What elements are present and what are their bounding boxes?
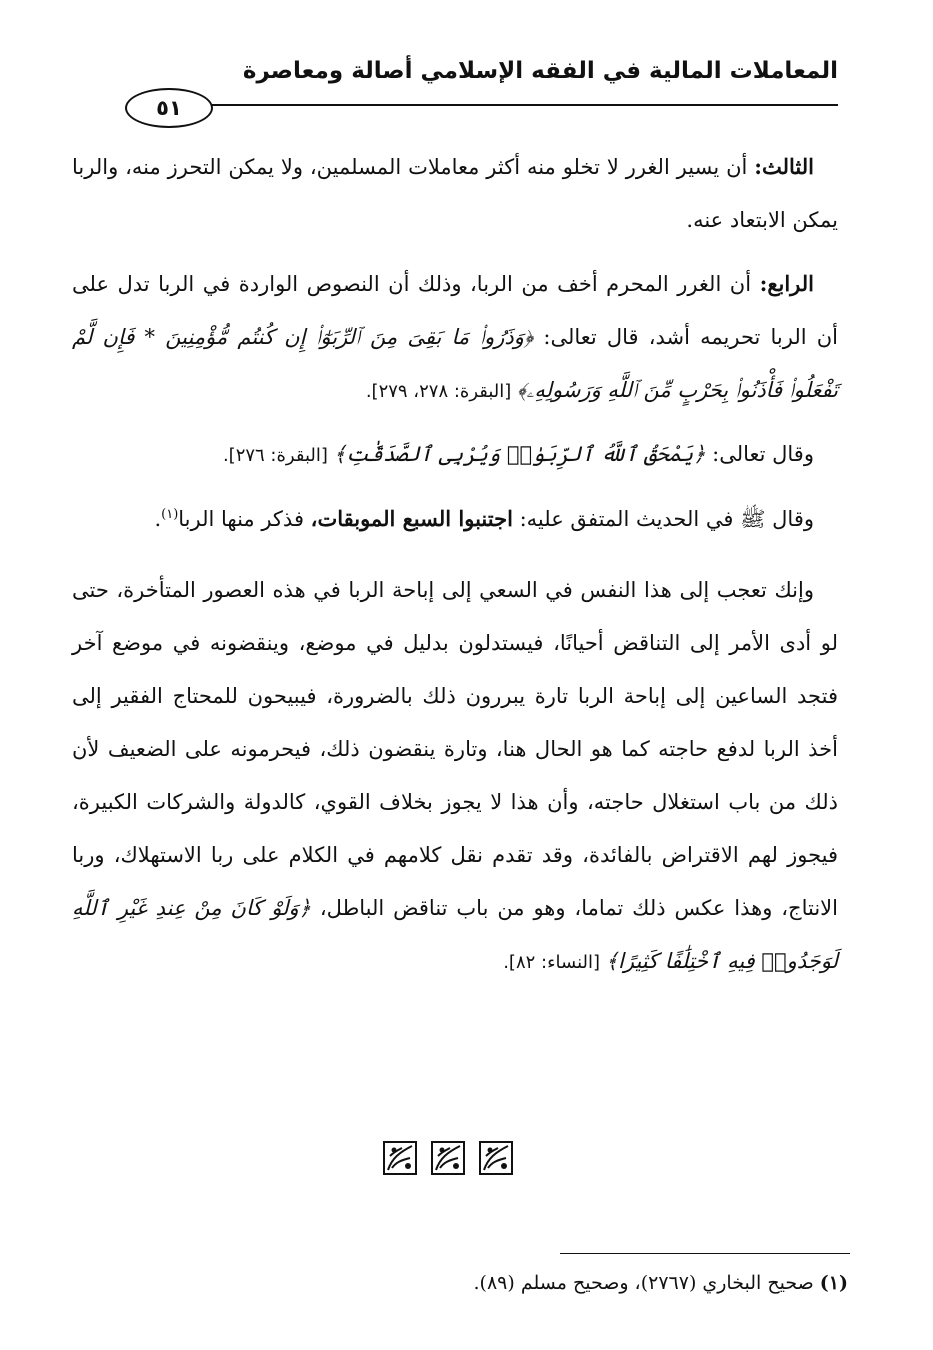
verse-reference: [البقرة: ٢٧٨، ٢٧٩]. bbox=[365, 381, 518, 402]
paragraph-text: وإنك تعجب إلى هذا النفس في السعي إلى إباحة الربا في هذه العصور المتأخرة، حتى لو أدى الأمر إلى التناقض أحيانًا، فيستدلون بدليل في موضع، وينقضونه في موضع آخر فتجد الساعين إلى إباحة الربا تارة يبررون ذلك بالضرورة، فيبيحون للمحتاج الفقير إلى أخذ الربا لدفع حاجته كما هو الحال هنا، وتارة ينقضون ذلك، فيحرمونه على الضعيف لأن ذلك من باب استغلال حاجته، وأن هذا لا يجوز بخلاف القوي، كالدولة والشركات الكبيرة، فيجوز لهم الاقتراض بالفائدة، وقد تقدم نقل كلامهم في الكلام على ربا الاستهلاك، وربا الانتاج، وهذا عكس ذلك تماما، وهو من باب تناقض الباطل، bbox=[72, 578, 839, 920]
floral-ornament-icon bbox=[476, 1138, 516, 1178]
page-header-title: المعاملات المالية في الفقه الإسلامي أصالة ومعاصرة bbox=[242, 58, 838, 84]
hadith-quote: اجتنبوا السبع الموبقات، bbox=[310, 506, 513, 531]
header-rule bbox=[210, 104, 838, 106]
floral-ornament-icon bbox=[428, 1138, 468, 1178]
main-text bbox=[72, 140, 838, 999]
footnote bbox=[474, 1272, 848, 1294]
quran-verse: ﴿وَلَوْ كَانَ مِنْ عِندِ غَيْرِ ٱللَّهِ لَوَجَدُوا۟ فِيهِ ٱخْتِلَٰفًا كَثِيرًا﴾ bbox=[72, 896, 838, 973]
page-number: ٥١ bbox=[125, 88, 213, 128]
section-ornament bbox=[378, 1138, 518, 1188]
paragraph-fourth bbox=[72, 257, 838, 418]
paragraph-text: فذكر منها الربا bbox=[178, 507, 311, 531]
footnote-rule bbox=[560, 1253, 850, 1254]
verse-reference: [البقرة: ٢٧٦]. bbox=[222, 445, 334, 466]
paragraph-text: وقال ﷺ في الحديث المتفق عليه: bbox=[512, 507, 814, 531]
paragraph-verse bbox=[72, 428, 838, 482]
paragraph-lead: الرابع: bbox=[759, 271, 814, 296]
paragraph-discussion bbox=[72, 564, 838, 989]
footnote-number: (١) bbox=[819, 1272, 848, 1294]
paragraph-third bbox=[72, 140, 838, 247]
footnote-text: صحيح البخاري (٢٧٦٧)، وصحيح مسلم (٨٩). bbox=[473, 1272, 820, 1294]
paragraph-lead: الثالث: bbox=[754, 154, 814, 179]
paragraph-hadith bbox=[72, 492, 838, 546]
paragraph-text: وقال تعالى: bbox=[705, 442, 814, 466]
paragraph-end: . bbox=[154, 507, 162, 531]
verse-reference: [النساء: ٨٢]. bbox=[503, 952, 606, 973]
floral-ornament-icon bbox=[380, 1138, 420, 1178]
paragraph-text: أن الغرر المحرم أخف من الربا، وذلك أن النصوص الواردة في الربا تدل على أن الربا تحريمه أشد، قال تعالى: bbox=[72, 272, 838, 349]
footnote-marker[interactable]: (١) bbox=[161, 507, 179, 522]
quran-verse: ﴿يَمْحَقُ ٱللَّهُ ٱلرِّبَوٰا۟ وَيُرْبِى ٱلصَّدَقَٰتِ﴾ bbox=[333, 442, 706, 466]
quran-verse: ﴿وَذَرُوا۟ مَا بَقِىَ مِنَ ٱلرِّبَوٰٓا۟ إِن كُنتُم مُّؤْمِنِينَ * فَإِن لَّمْ تَفْعَلُوا۟ فَأْذَنُوا۟ بِحَرْبٍ مِّنَ ٱللَّهِ وَرَسُولِهِۦ﴾ bbox=[72, 325, 838, 402]
paragraph-text: أن يسير الغرر لا تخلو منه أكثر معاملات المسلمين، ولا يمكن التحرز منه، والربا يمكن الابتعاد عنه. bbox=[72, 155, 838, 232]
